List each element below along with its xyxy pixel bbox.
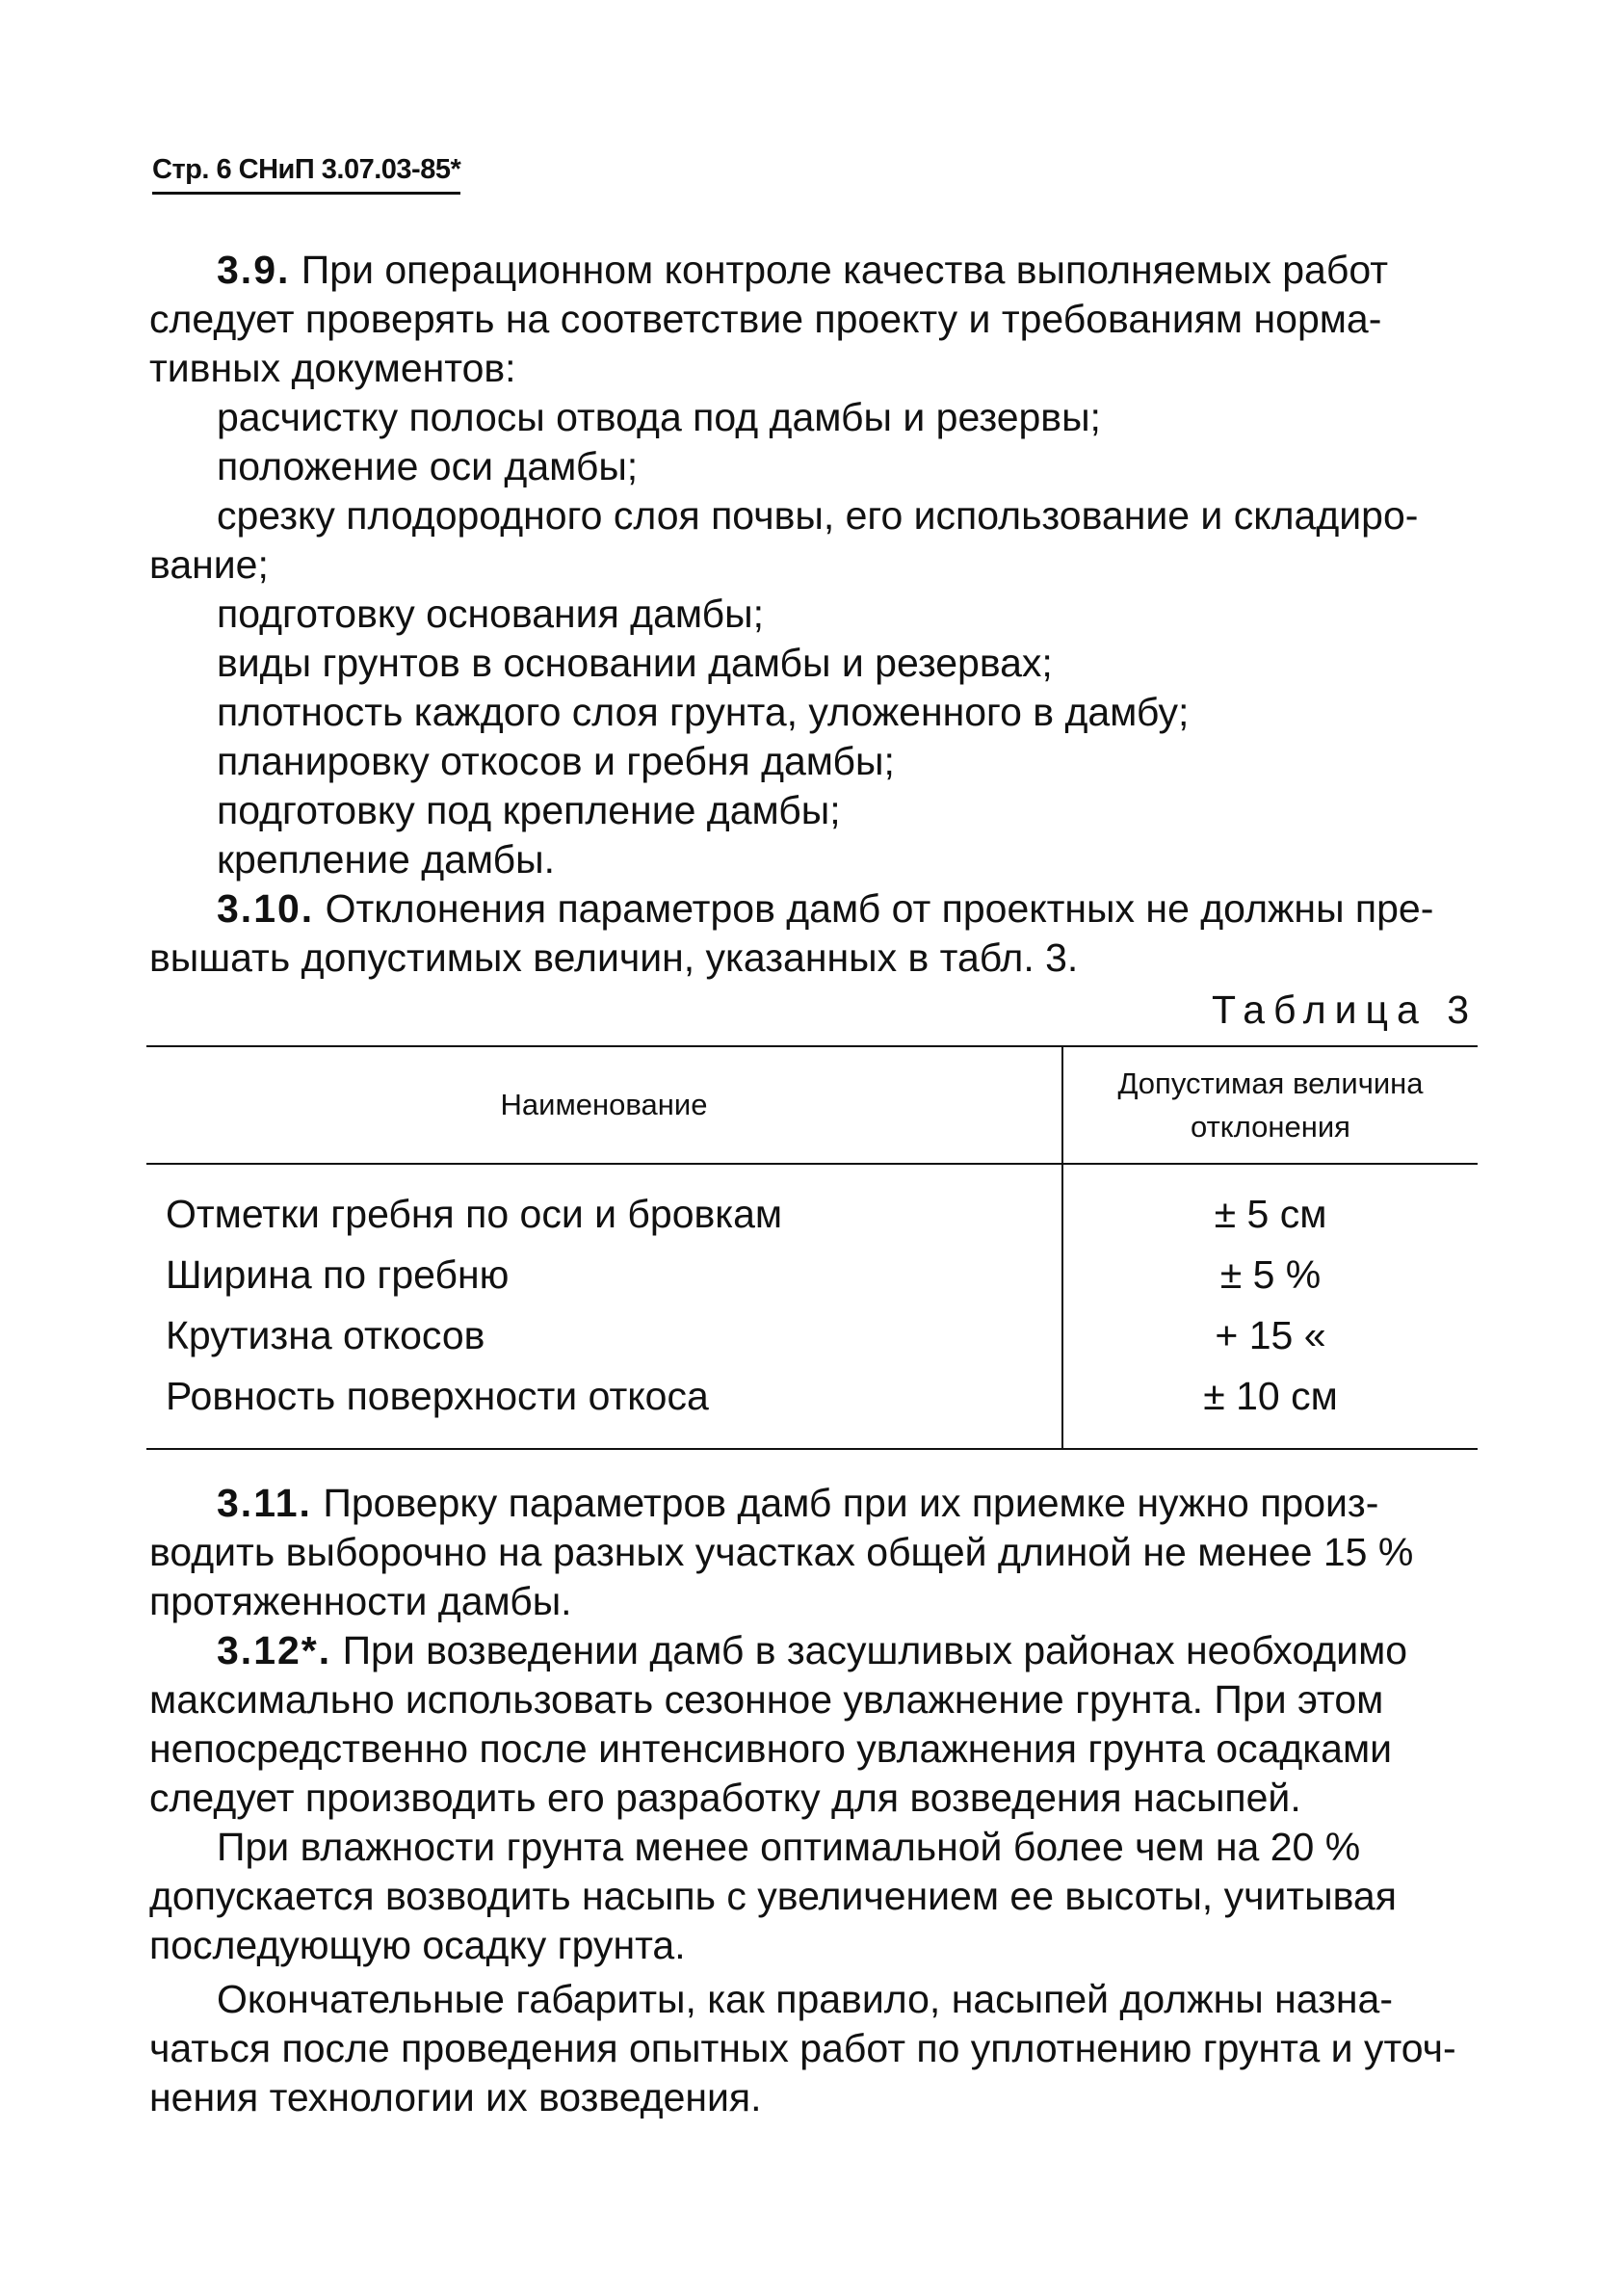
deviation-table <box>146 1045 1478 1450</box>
table-cell-name: Крутизна откосов <box>166 1313 485 1357</box>
list-item: срезку плодородного слоя почвы, его использование и складиро- <box>217 493 1419 538</box>
clause-number: 3.12*. <box>217 1628 332 1672</box>
value-column <box>1063 1165 1478 1448</box>
list-item: подготовку основания дамбы; <box>217 592 764 636</box>
table-cell-value: ± 5 см <box>1214 1192 1327 1236</box>
section-3-10 <box>149 884 1477 983</box>
paragraph-dimensions <box>149 1975 1477 2122</box>
paragraph-line <box>149 884 1477 934</box>
table-cell-name: Ширина по гребню <box>166 1252 510 1297</box>
list-item: расчистку полосы отвода под дамбы и резервы; <box>217 395 1101 439</box>
paragraph-line <box>149 1479 1477 1528</box>
paragraph-line: максимально использовать сезонное увлажнение грунта. При этом <box>149 1677 1384 1722</box>
table-title: Таблица 3 <box>1212 987 1478 1032</box>
table-cell-name: Ровность поверхности откоса <box>166 1374 709 1418</box>
clause-number: 3.9. <box>217 248 291 292</box>
paragraph-line: чаться после проведения опытных работ по уплотнению грунта и уточ- <box>149 2026 1456 2070</box>
table-cell-name: Отметки гребня по оси и бровкам <box>166 1192 783 1236</box>
paragraph-line: Окончательные габариты, как правило, насыпей должны назна- <box>217 1977 1393 2021</box>
list-item: планировку откосов и гребня дамбы; <box>217 739 895 783</box>
paragraph-line: непосредственно после интенсивного увлажнения грунта осадками <box>149 1726 1393 1771</box>
paragraph-line: водить выборочно на разных участках общей длиной не менее 15 % <box>149 1530 1414 1574</box>
header-value-line: Допустимая величина <box>1117 1066 1424 1100</box>
paragraph-line: следует проверять на соответствие проекту и требованиям норма- <box>149 297 1382 341</box>
clause-number: 3.11. <box>217 1481 312 1525</box>
page-header: Стр. 6 СНиП 3.07.03-85* <box>152 154 460 195</box>
paragraph-line: следует производить его разработку для возведения насыпей. <box>149 1776 1301 1820</box>
paragraph-line: допускается возводить насыпь с увеличением ее высоты, учитывая <box>149 1874 1397 1918</box>
paragraph-line <box>149 246 1477 295</box>
paragraph-line: тивных документов: <box>149 346 516 390</box>
paragraph-moisture <box>149 1823 1477 1970</box>
header-name: Наименование <box>146 1047 1063 1163</box>
text-line: При возведении дамб в засушливых районах необходимо <box>342 1628 1408 1672</box>
section-3-12 <box>149 1626 1477 1823</box>
list-item: крепление дамбы. <box>217 837 556 882</box>
section-3-9 <box>149 246 1477 884</box>
name-column <box>146 1165 1063 1448</box>
table-header-row <box>146 1047 1478 1165</box>
list-item-continuation: вание; <box>149 542 269 587</box>
header-value <box>1063 1047 1478 1163</box>
paragraph-line: вышать допустимых величин, указанных в табл. 3. <box>149 935 1079 980</box>
table-cell-value: + 15 « <box>1215 1313 1326 1357</box>
table-cell-value: ± 5 % <box>1219 1252 1322 1297</box>
table-cell-value: ± 10 см <box>1203 1374 1338 1418</box>
paragraph-line: протяженности дамбы. <box>149 1579 572 1623</box>
text-line: Отклонения параметров дамб от проектных не должны пре- <box>325 886 1434 931</box>
paragraph-line: последующую осадку грунта. <box>149 1923 686 1967</box>
text-line: При операционном контроле качества выполняемых работ <box>301 248 1388 292</box>
text-line: Проверку параметров дамб при их приемке нужно произ- <box>323 1481 1379 1525</box>
list-item: положение оси дамбы; <box>217 444 639 488</box>
paragraph-line <box>149 1626 1477 1675</box>
list-item: подготовку под крепление дамбы; <box>217 788 841 832</box>
clause-number: 3.10. <box>217 886 315 931</box>
table-body <box>146 1165 1478 1450</box>
list-item: плотность каждого слоя грунта, уложенного в дамбу; <box>217 690 1190 734</box>
section-3-11 <box>149 1479 1477 1626</box>
list-item: виды грунтов в основании дамбы и резервах; <box>217 641 1053 685</box>
header-value-line: отклонения <box>1191 1110 1350 1144</box>
paragraph-line: нения технологии их возведения. <box>149 2075 762 2119</box>
paragraph-line: При влажности грунта менее оптимальной более чем на 20 % <box>217 1825 1361 1869</box>
